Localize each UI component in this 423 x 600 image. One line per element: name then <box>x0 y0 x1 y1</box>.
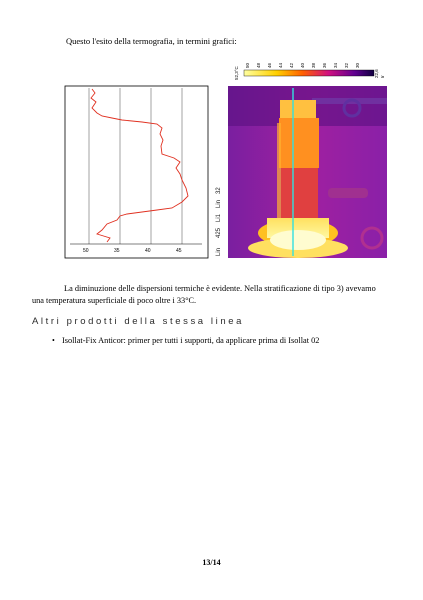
scale-label-3: 46 <box>267 62 272 68</box>
scale-label-1: 50 <box>245 62 250 68</box>
profile-tick-1: 50 <box>83 248 89 254</box>
label-425: 425 <box>216 227 222 238</box>
scale-label-8: 36 <box>322 62 327 68</box>
profile-tick-2: 35 <box>114 248 120 254</box>
bullet-icon: • <box>52 336 55 345</box>
profile-panel <box>65 86 208 258</box>
scale-label-7: 38 <box>311 62 316 68</box>
intro-text: Questo l'esito della termografia, in termini grafici: <box>66 36 237 46</box>
label-32: 32 <box>216 187 222 194</box>
scale-label-6: 40 <box>300 62 305 68</box>
profile-tick-3: 40 <box>145 248 151 254</box>
scale-label-13: Ir <box>380 75 385 78</box>
scale-label-0: 52,3°C <box>234 66 239 80</box>
thermography-figure <box>62 58 387 264</box>
vertical-labels <box>216 187 222 256</box>
page-number: 13/14 <box>202 558 221 567</box>
scale-label-4: 44 <box>278 62 283 68</box>
label-li1: Li1 <box>216 213 222 222</box>
scale-label-10: 32 <box>344 62 349 68</box>
product-name: Isollat-Fix Anticor <box>62 336 124 345</box>
scale-label-2: 48 <box>256 62 261 68</box>
paragraph: La diminuzione delle dispersioni termiche è evidente. Nella stratificazione di tipo 3) avevamo una temperatura superficiale di poco oltre i 33°C. <box>32 284 376 305</box>
product-reference: Isollat 02 <box>288 336 320 345</box>
product-list <box>52 336 319 345</box>
label-lin-bottom: Lin <box>216 247 222 256</box>
scale-label-11: 30 <box>355 62 360 68</box>
color-scale <box>230 58 387 84</box>
scale-label-12: 22,6 <box>374 69 379 78</box>
list-item <box>52 336 319 345</box>
product-separator: : <box>123 336 128 345</box>
scale-label-5: 42 <box>289 62 294 68</box>
product-description: primer per tutti i supporti, da applicare prima di <box>127 336 289 345</box>
thermography-svg <box>62 58 387 264</box>
section-heading: Altri prodotti della stessa linea <box>32 316 245 327</box>
thermal-image <box>228 86 387 258</box>
profile-tick-4: 45 <box>176 248 182 254</box>
label-lin-top: Lin <box>216 199 222 208</box>
scale-label-9: 34 <box>333 62 338 68</box>
